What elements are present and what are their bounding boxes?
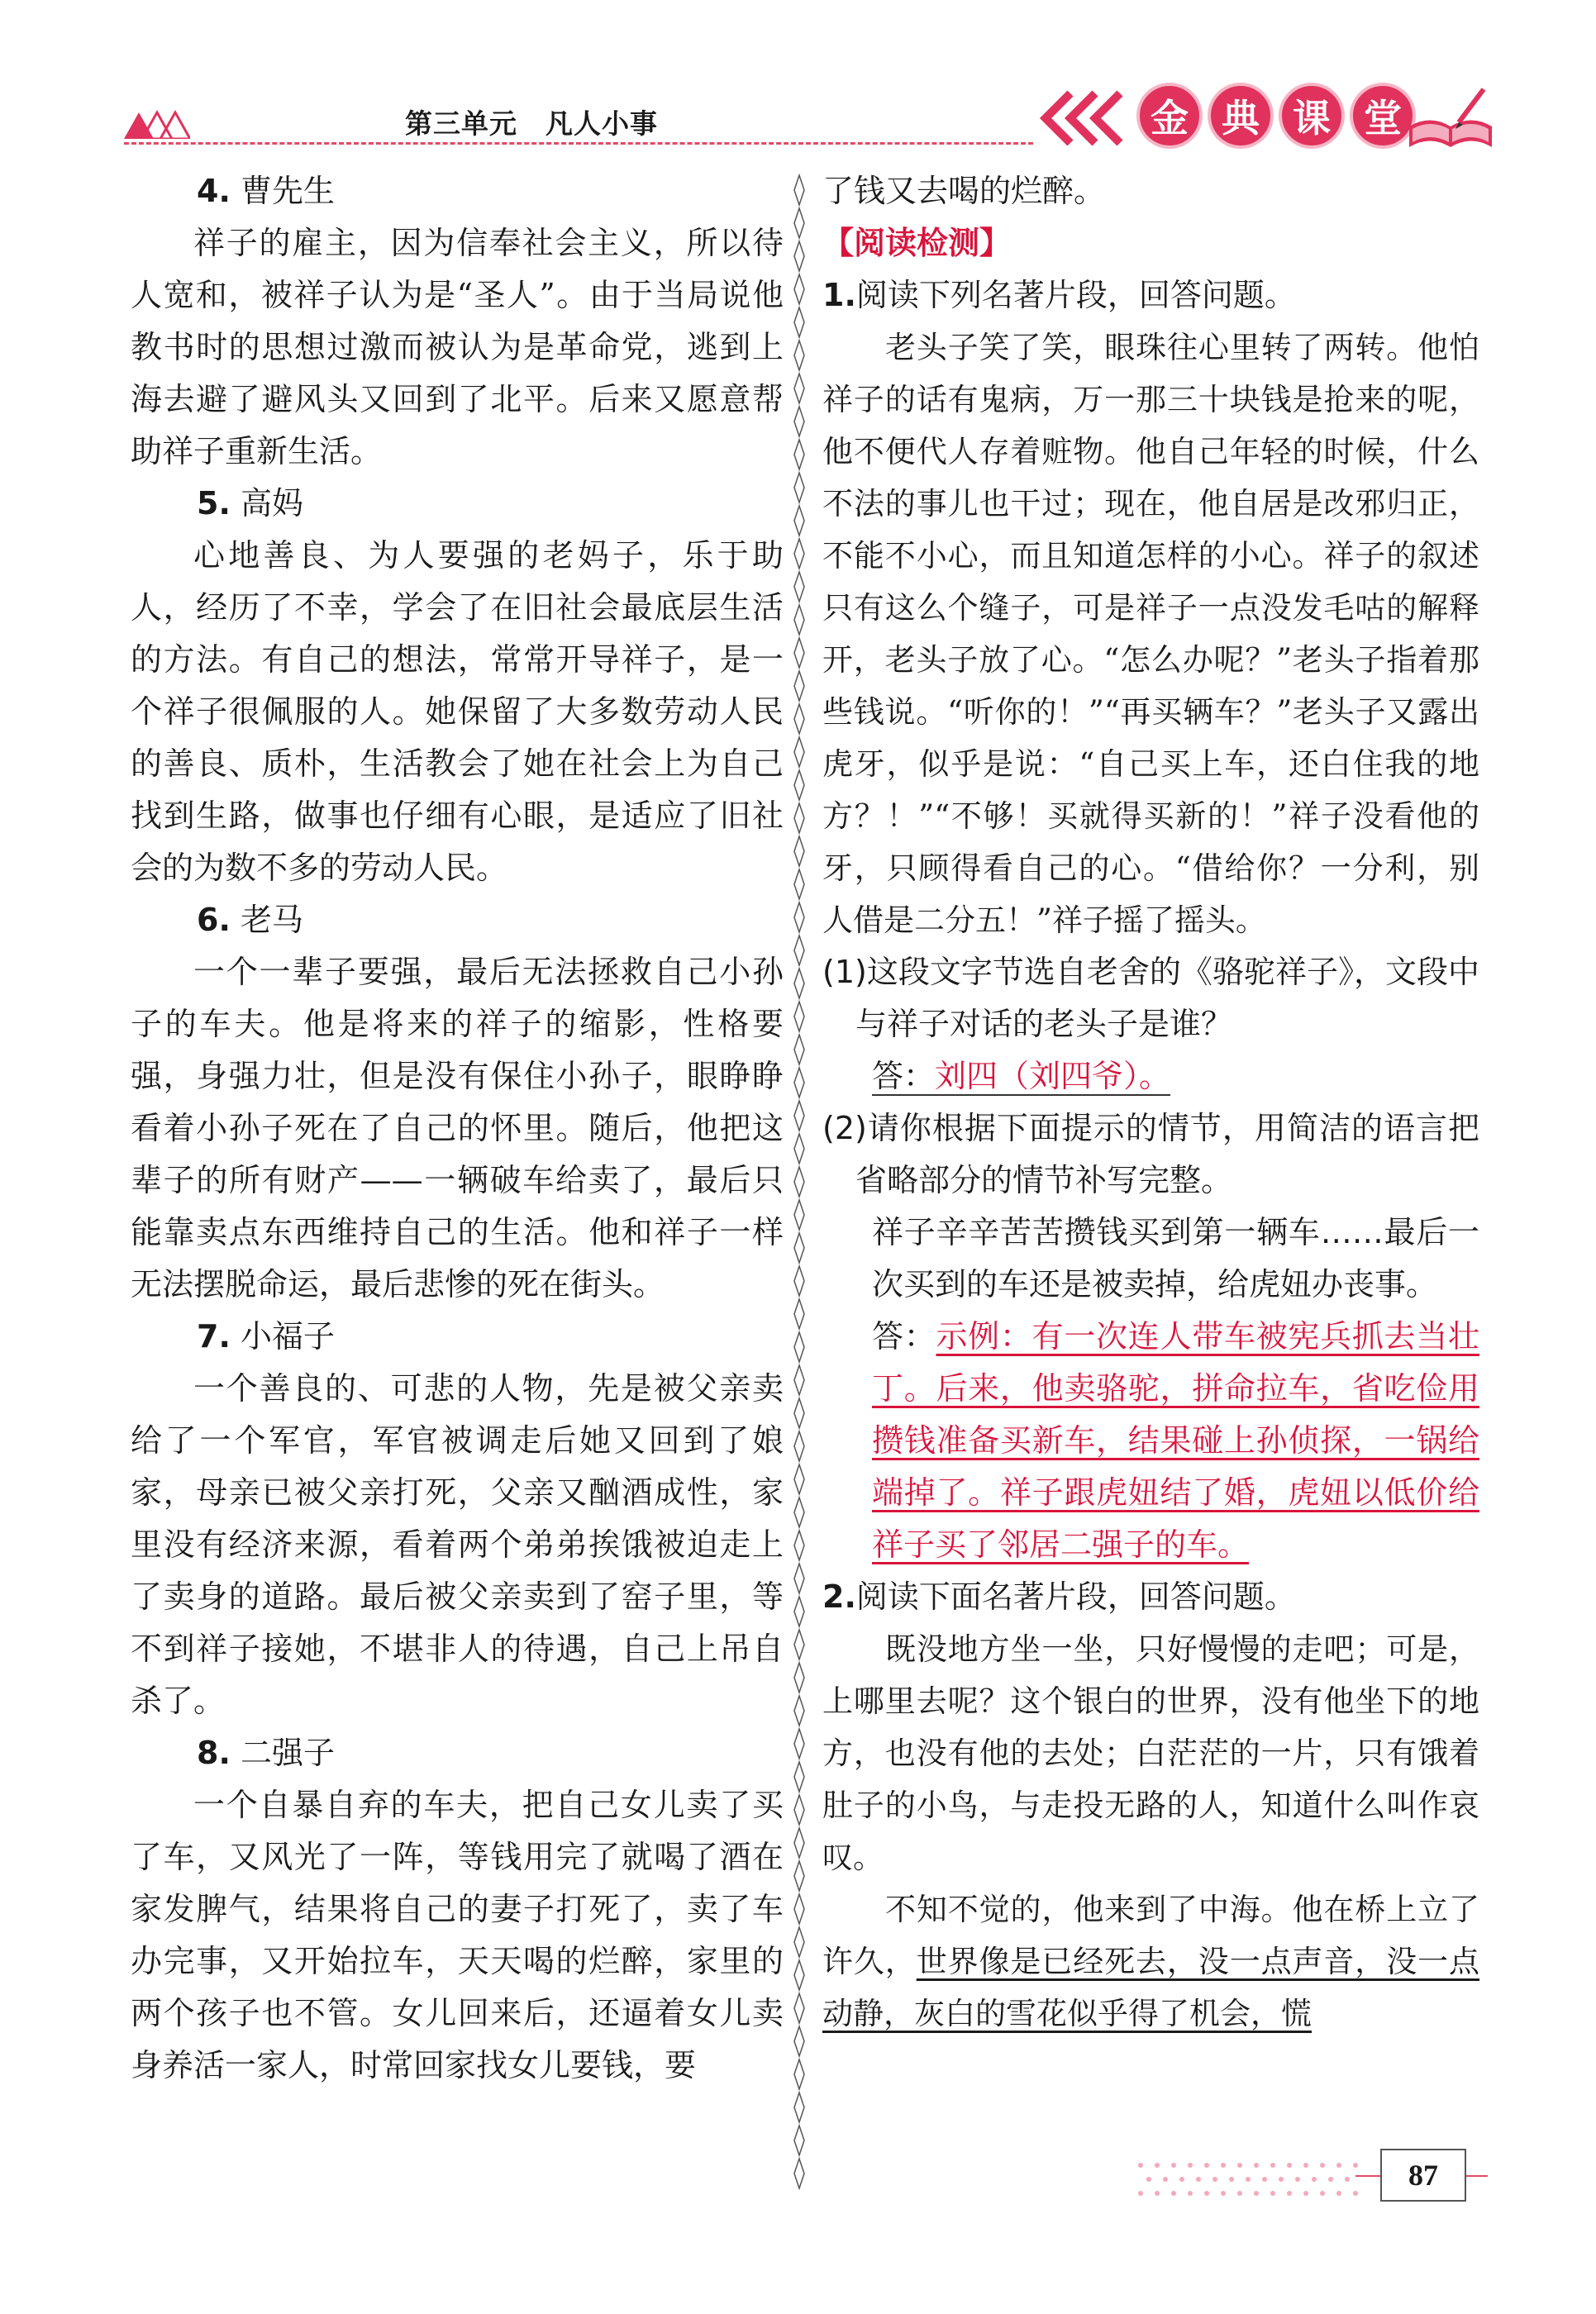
continuation-text: 了钱又去喝的烂醉。 xyxy=(822,173,1106,209)
triangles-icon xyxy=(124,106,190,139)
answer-2: 答：示例：有一次连人带车被宪兵抓去当壮丁。后来，他卖骆驼，拼命拉车，省吃俭用攒钱准备买新车，结果碰上孙侦探，一锅给端掉了。祥子跟虎妞结了婚，虎妞以低价给祥子买了邻居二强子的车。 xyxy=(872,1318,1479,1563)
decorative-dots xyxy=(1132,2153,1364,2202)
entry-body: 一个自暴自弃的车夫，把自己女儿卖了买了车，又风光了一阵，等钱用完了就喝了酒在家发脾气，结果将自己的妻子打死了，卖了车办完事，又开始拉车，天天喝的烂醉，家里的两个孩子也不管。女儿回来后，还逼着女儿卖身养活一家人，时常回家找女儿要钱，要 xyxy=(131,1787,784,2083)
right-column xyxy=(822,165,1479,2040)
entry-title: 4. 曹先生 xyxy=(197,173,335,209)
answer-1: 答：刘四（刘四爷）。 xyxy=(872,1058,1171,1094)
unit-title: 第三单元 凡人小事 xyxy=(405,107,658,140)
section-tag: 【阅读检测】 xyxy=(822,225,1012,261)
entry-title: 6. 老马 xyxy=(197,902,303,938)
chevrons-icon xyxy=(1037,89,1128,147)
entry-body: 一个一辈子要强，最后无法拯救自己小孙子的车夫。他是将来的祥子的缩影，性格要强，身强力壮，但是没有保住小孙子，眼睁睁看着小孙子死在了自己的怀里。随后，他把这辈子的所有财产——一辆破车给卖了，最后只能靠卖点东西维持自己的生活。他和祥子一样无法摆脱命运，最后悲惨的死在街头。 xyxy=(131,954,784,1302)
sub-question-2: (2)请你根据下面提示的情节，用简洁的语言把省略部分的情节补写完整。 xyxy=(822,1110,1479,1198)
header-divider xyxy=(124,142,1033,145)
question-1: 1.阅读下列名著片段，回答问题。 xyxy=(822,277,1296,313)
brand-char-4: 堂 xyxy=(1350,83,1416,149)
entry-body: 一个善良的、可悲的人物，先是被父亲卖给了一个军官，军官被调走后她又回到了娘家，母亲已被父亲打死，父亲又酗酒成性，家里没有经济来源，看着两个弟弟挨饿被迫走上了卖身的道路。最后被父亲卖到了窑子里，等不到祥子接她，不堪非人的待遇，自己上吊自杀了。 xyxy=(131,1370,784,1719)
entry-body: 祥子的雇主，因为信奉社会主义，所以待人宽和，被祥子认为是“圣人”。由于当局说他教书时的思想过激而被认为是革命党，逃到上海去避了避风头又回到了北平。后来又愿意帮助祥子重新生活。 xyxy=(131,225,784,469)
brand-logo xyxy=(1037,73,1500,164)
underlined-sentence: 世界像是已经死去，没一点声音，没一点动静，灰白的雪花似乎得了机会，慌 xyxy=(822,1944,1480,2031)
brand-char-1: 金 xyxy=(1136,83,1203,149)
entry-title: 8. 二强子 xyxy=(197,1735,335,1771)
excerpt-1: 老头子笑了笑，眼珠往心里转了两转。他怕祥子的话有鬼病，万一那三十块钱是抢来的呢，他不便代人存着赃物。他自己年轻的时候，什么不法的事儿也干过；现在，他自居是改邪归正，不能不小心，而且知道怎样的小心。祥子的叙述只有这么个缝子，可是祥子一点没发毛咕的解释开，老头子放了心。“怎么办呢？”老头子指着那些钱说。“听你的！”“再买辆车？”老头子又露出虎牙，似乎是说：“自己买上车，还白住我的地方？！”“不够！买就得买新的！”祥子没看他的牙，只顾得看自己的心。“借给你？一分利，别人借是二分五！”祥子摇了摇头。 xyxy=(822,330,1479,938)
excerpt-2-para-2: 不知不觉的，他来到了中海。他在桥上立了许久，世界像是已经死去，没一点声音，没一点动静，灰白的雪花似乎得了机会，慌 xyxy=(822,1892,1480,2031)
left-column xyxy=(131,165,784,2092)
brand-char-2: 典 xyxy=(1208,83,1274,149)
entry-title: 7. 小福子 xyxy=(197,1318,335,1355)
excerpt-2-para-1: 既没地方坐一坐，只好慢慢的走吧；可是，上哪里去呢？这个银白的世界，没有他坐下的地方，也没有他的去处；白茫茫的一片，只有饿着肚子的小鸟，与走投无路的人，知道什么叫作哀叹。 xyxy=(822,1631,1479,1875)
question-2: 2.阅读下面名著片段，回答问题。 xyxy=(822,1578,1296,1615)
page-header xyxy=(124,91,1033,140)
brand-char-3: 课 xyxy=(1279,83,1345,149)
sub-question-1: (1)这段文字节选自老舍的《骆驼祥子》，文段中与祥子对话的老头子是谁？ xyxy=(822,954,1479,1042)
sub2-prompt: 祥子辛辛苦苦攒钱买到第一辆车……最后一次买到的车还是被卖掉，给虎妞办丧事。 xyxy=(872,1214,1479,1302)
entry-body: 心地善良、为人要强的老妈子，乐于助人，经历了不幸，学会了在旧社会最底层生活的方法。有自己的想法，常常开导祥子，是一个祥子很佩服的人。她保留了大多数劳动人民的善良、质朴，生活教会了她在社会上为自己找到生路，做事也仔细有心眼，是适应了旧社会的为数不多的劳动人民。 xyxy=(131,537,784,886)
column-divider xyxy=(789,174,809,2190)
entry-title: 5. 高妈 xyxy=(197,485,303,521)
page-number: 87 xyxy=(1380,2149,1466,2202)
book-pen-icon xyxy=(1401,81,1500,155)
